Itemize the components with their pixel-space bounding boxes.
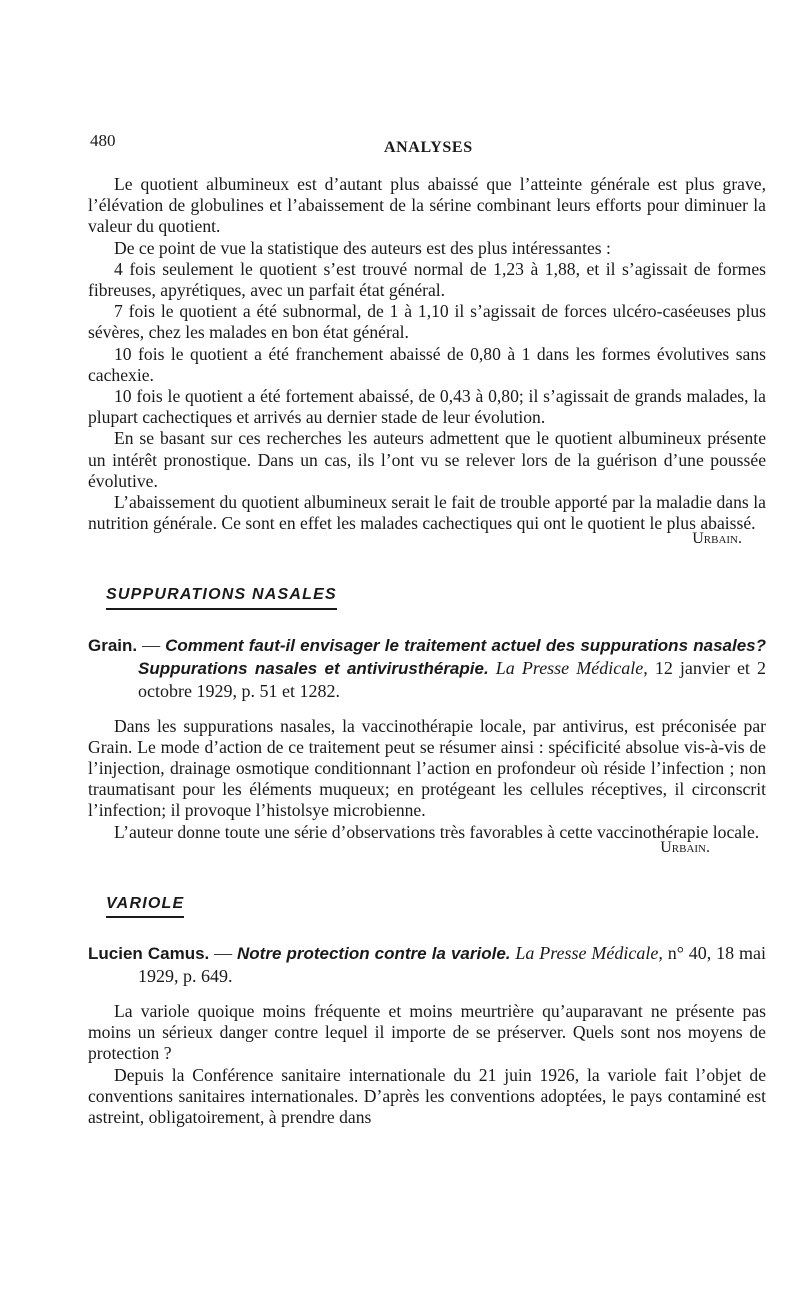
- reference-author: Lucien Camus.: [88, 944, 210, 964]
- paragraph: Dans les suppurations nasales, la vaccinothérapie locale, par antivirus, est préconisée par Grain. Le mode d’action de ce traitement peut se résumer ainsi : spécificité absolue vis-à-vis de l’injection, drainage osmotique conditionnant l’action en profondeur où réside l’infection ; non traumatisant pour les éléments muqueux; en protégeant les cellules réceptives, il circonscrit l’infection; il provoque l’histolsye microbienne.: [88, 715, 766, 821]
- reference-details: n° 40, 18 mai 1929, p. 649.: [138, 943, 766, 987]
- section-variole: [88, 855, 766, 1128]
- paragraph: En se basant sur ces recherches les auteurs admettent que le quotient albumineux présente un intérêt pronostique. Dans un cas, ils l’ont vu se relever lors de la guérison d’une poussée évolutive.: [88, 428, 766, 491]
- paragraph: L’auteur donne toute une série d’observations très favorables à cette vaccinothérapie locale.: [114, 821, 760, 842]
- page-header: [88, 130, 766, 160]
- paragraph: 4 fois seulement le quotient s’est trouvé normal de 1,23 à 1,88, et il s’agissait de formes fibreuses, apyrétiques, avec un parfait état général.: [88, 258, 766, 301]
- paragraph: De ce point de vue la statistique des auteurs est des plus intéressantes :: [114, 237, 611, 258]
- author-signature: Urbain.: [692, 530, 742, 548]
- paragraph: 10 fois le quotient a été fortement abaissé, de 0,43 à 0,80; il s’agissait de grands malades, la plupart cachectiques et arrivés au dernier stade de leur évolution.: [88, 386, 766, 428]
- reference-citation: [88, 942, 766, 987]
- section-title: VARIOLE: [106, 893, 184, 918]
- paragraph: L’abaissement du quotient albumineux serait le fait de trouble apporté par la maladie dans la nutrition générale. Ce sont en effet les malades cachectiques qui ont le quotient le plus abaissé.: [88, 492, 766, 534]
- paragraph: Depuis la Conférence sanitaire internationale du 21 juin 1926, la variole fait l’objet de conventions sanitaires internationales. D’après les conventions adoptées, le pays contaminé est astreint, obligatoirement, à prendre dans: [88, 1064, 766, 1128]
- reference-title: Comment faut-il envisager le traitement actuel des suppurations nasales? Suppurations nasales et antivirusthérapie.: [138, 635, 766, 678]
- paragraph: 7 fois le quotient a été subnormal, de 1 à 1,10 il s’agissait de forces ulcéro-caséeuses plus sévères, chez les malades en bon état général.: [88, 301, 766, 343]
- section-suppurations-nasales: [88, 546, 766, 854]
- reference-dash: —: [137, 634, 166, 655]
- section-albumin-quotient: [88, 174, 766, 546]
- reference-author: Grain.: [88, 635, 138, 655]
- section-title: SUPPURATIONS NASALES: [106, 584, 337, 609]
- running-head: ANALYSES: [384, 139, 473, 156]
- reference-journal: La Presse Médicale,: [515, 943, 663, 964]
- page-number: 480: [90, 131, 116, 150]
- reference-dash: —: [209, 943, 237, 964]
- reference-journal: La Presse Médicale,: [495, 657, 648, 678]
- paragraph: 10 fois le quotient a été franchement abaissé de 0,80 à 1 dans les formes évolutives sans cachexie.: [88, 343, 766, 385]
- reference-details: 12 janvier et 2 octobre 1929, p. 51 et 1282.: [138, 657, 767, 701]
- author-signature: Urbain.: [660, 838, 710, 856]
- paragraph: La variole quoique moins fréquente et moins meurtrière qu’auparavant ne présente pas moins un sérieux danger contre lequel il importe de se préserver. Quels sont nos moyens de protection ?: [88, 1001, 766, 1064]
- paragraph: Le quotient albumineux est d’autant plus abaissé que l’atteinte générale est plus grave, l’élévation de globulines et l’abaissement de la sérine combinant leurs efforts pour diminuer la valeur du quotient.: [88, 174, 766, 237]
- reference-citation: [88, 634, 766, 702]
- reference-title: Notre protection contre la variole.: [237, 944, 511, 964]
- document-page: [88, 130, 766, 1128]
